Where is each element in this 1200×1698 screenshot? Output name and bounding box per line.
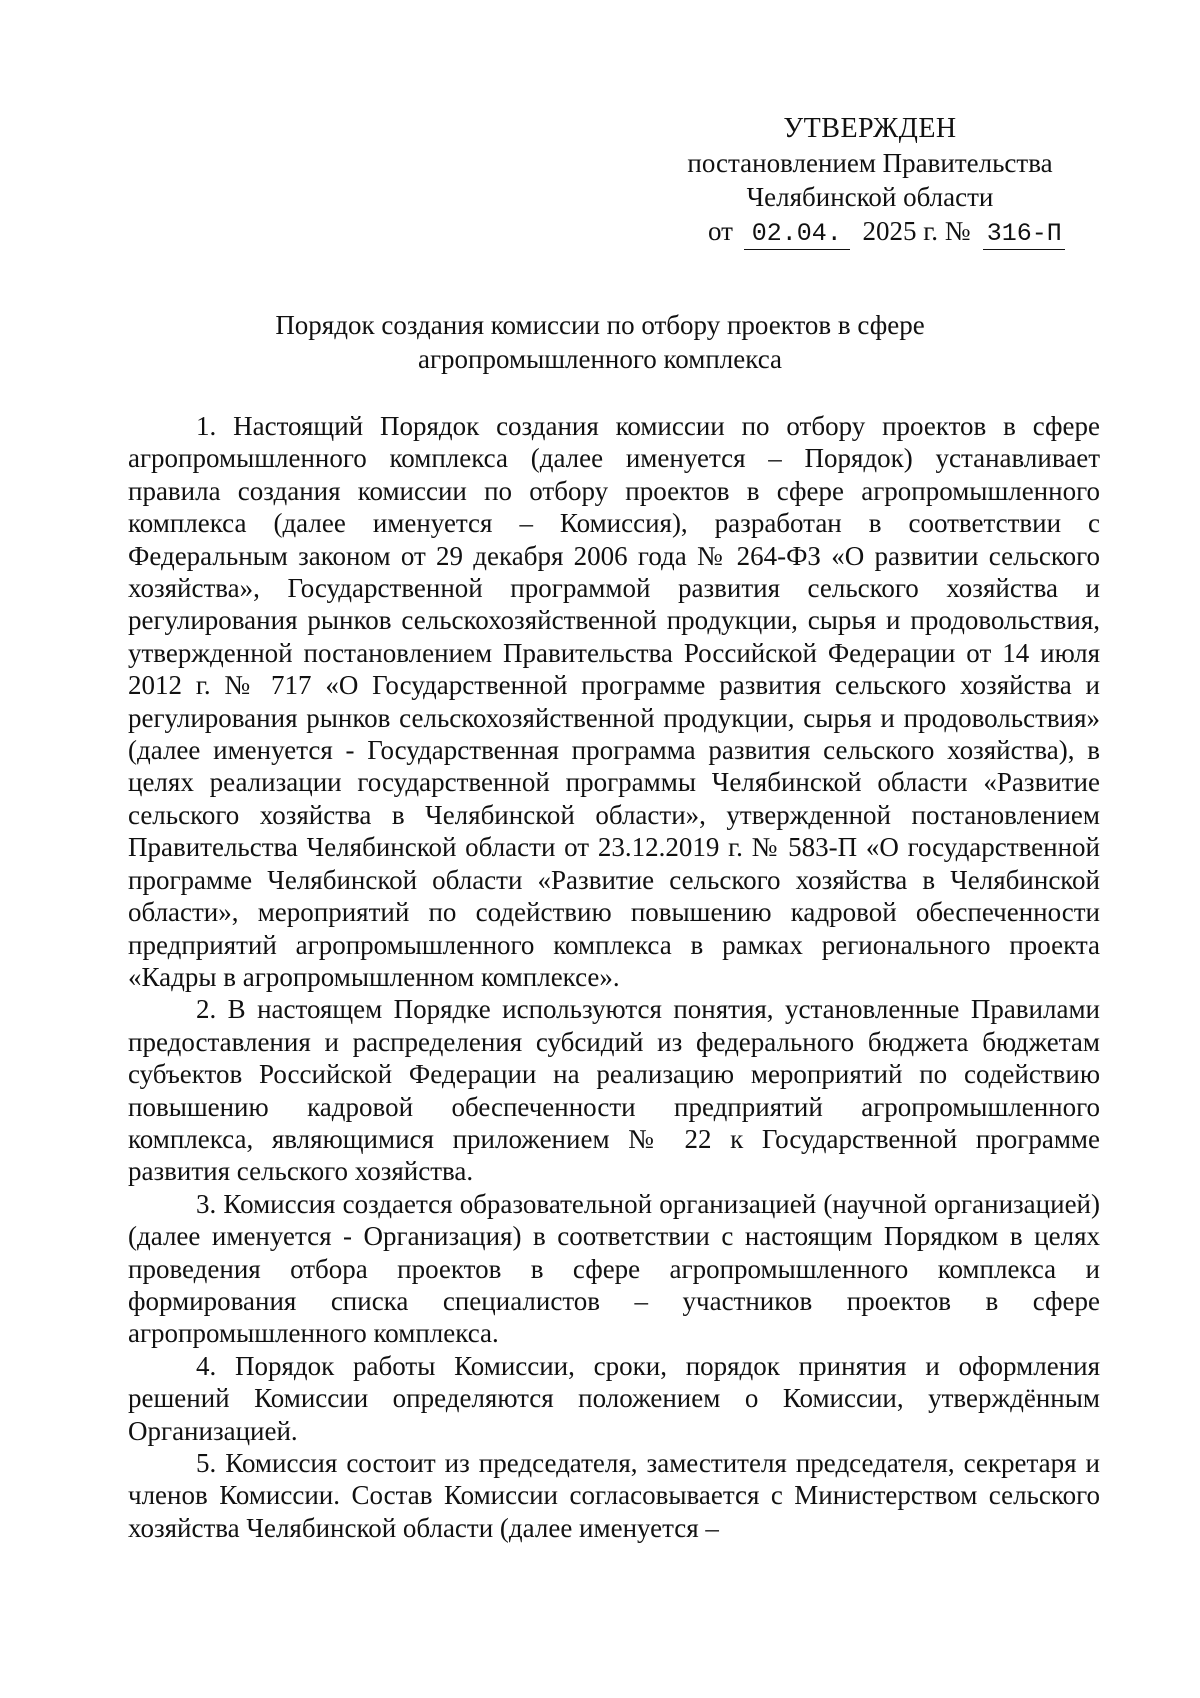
approval-date-line — [640, 214, 1100, 250]
title-line-2: агропромышленного комплекса — [418, 344, 782, 374]
approval-date-prefix: от — [708, 216, 733, 246]
title-line-1: Порядок создания комиссии по отбору проектов в сфере — [275, 310, 925, 340]
paragraph-5: 5. Комиссия состоит из председателя, заместителя председателя, секретаря и членов Комиссии. Состав Комиссии согласовывается с Министерством сельского хозяйства Челябинской области (далее именуется – — [128, 1448, 1100, 1543]
paragraph-4: 4. Порядок работы Комиссии, сроки, порядок принятия и оформления решений Комиссии определяются положением о Комиссии, утверждённым Организацией. — [128, 1350, 1100, 1446]
approval-stamp — [640, 112, 1100, 250]
paragraph-1: 1. Настоящий Порядок создания комиссии по отбору проектов в сфере агропромышленного комплекса (далее именуется – Порядок) устанавливает правила создания комиссии по отбору проектов в сфере агропромышленного комплекса (далее именуется – Комиссия), разработан в соответствии с Федеральным законом от 29 декабря 2006 года № 264-ФЗ «О развитии сельского хозяйства», Государственной программой развития сельского хозяйства и регулирования рынков сельскохозяйственной продукции, сырья и продовольствия, утвержденной постановлением Правительства Российской Федерации от 14 июля 2012 г. № 717 «О Государственной программе развития сельского хозяйства и регулирования рынков сельскохозяйственной продукции, сырья и продовольствия» (далее именуется - Государственная программа развития сельского хозяйства), в целях реализации государственной программы Челябинской области «Развитие сельского хозяйства в Челябинской области», утвержденной постановлением Правительства Челябинской области от 23.12.2019 г. № 583-П «О государственной программе Челябинской области «Развитие сельского хозяйства в Челябинской области», мероприятий по содействию повышению кадровой обеспеченности предприятий агропромышленного комплекса в рамках регионального проекта «Кадры в агропромышленном комплексе». — [128, 411, 1100, 992]
approval-line-1: постановлением Правительства — [687, 148, 1053, 178]
approval-date-year: 2025 г. № — [862, 216, 971, 246]
document-body — [128, 410, 1100, 1544]
paragraph-3: 3. Комиссия создается образовательной организацией (научной организацией) (далее именуется - Организация) в соответствии с настоящим Порядком в целях проведения отбора проектов в сфере агропромышленного комплекса и формирования списка специалистов – участников проектов в сфере агропромышленного комплекса. — [128, 1188, 1100, 1349]
approval-number-value: 316-П — [983, 219, 1065, 250]
approval-heading: УТВЕРЖДЕН — [783, 113, 957, 144]
approval-line-2: Челябинской области — [746, 182, 994, 212]
document-title — [120, 308, 1080, 376]
approval-date-value: 02.04. — [744, 219, 850, 250]
paragraph-2: 2. В настоящем Порядке используются понятия, установленные Правилами предоставления и распределения субсидий из федерального бюджета бюджетам субъектов Российской Федерации на реализацию мероприятий по содействию повышению кадровой обеспеченности предприятий агропромышленного комплекса, являющимися приложением № 22 к Государственной программе развития сельского хозяйства. — [128, 994, 1100, 1187]
